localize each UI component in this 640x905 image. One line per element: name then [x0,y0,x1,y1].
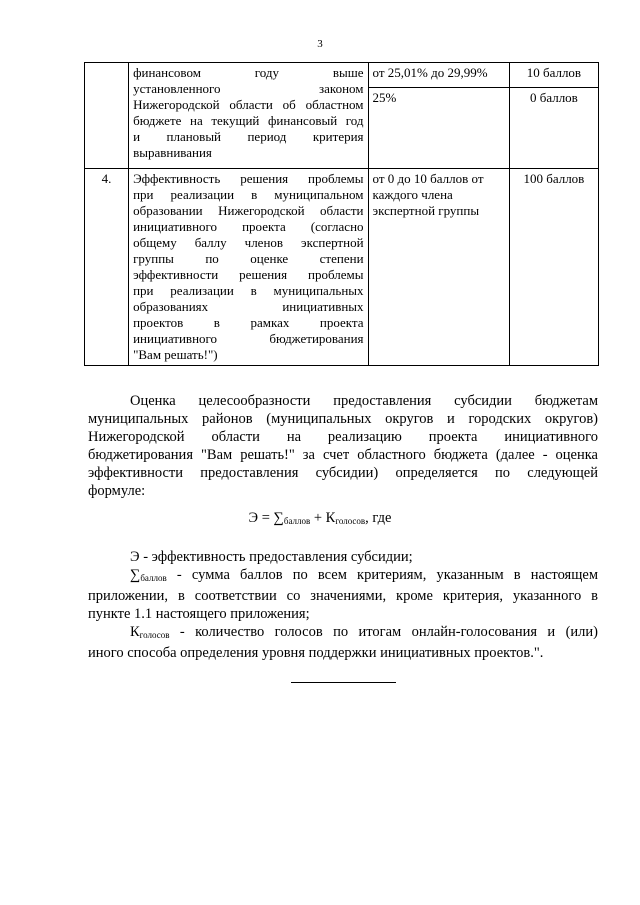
points-cell: 0 баллов [509,88,598,169]
formula-mid: + К [313,510,336,526]
definition-sum-line [88,566,598,587]
paragraph-line: Оценка целесообразности предоставления субсидии бюджетам [130,393,598,409]
criterion-line: инициативного проекта (согласно [133,219,364,234]
criterion-line: установленного законом [133,81,364,96]
definition-line: пункте 1.1 настоящего приложения; [88,606,310,622]
criterion-line: группы по оценке степени [133,251,364,266]
definition-votes-line [88,623,598,644]
definitions [88,548,598,662]
criteria-table [84,62,599,366]
criterion-line: бюджете на текущий финансовый год [133,113,364,128]
definition-votes-text: - количество голосов по итогам онлайн-голосования и (или) [169,624,598,640]
criterion-line: образовании Нижегородской области [133,203,364,218]
criterion-line: инициативного бюджетирования [133,331,364,346]
criterion-line: Эффективность решения проблемы [133,171,364,186]
paragraph-line: муниципальных районов (муниципальных округов и городских округов) [88,411,598,427]
formula-sub-points: баллов [283,516,311,526]
sum-symbol: ∑ [130,567,141,583]
value-line: от 0 до 10 баллов от [372,171,484,186]
criterion-line: образованиях инициативных [133,299,364,314]
criterion-line: финансовом году выше [133,65,364,80]
criterion-line: Нижегородской области об областном [133,97,364,112]
end-rule [291,682,396,683]
definition-line: приложении, в соответствии со значениями, кроме критерия, указанного в [88,588,598,604]
value-cell: 25% [368,88,509,169]
paragraph-assessment [88,392,598,500]
criterion-line: при реализации в муниципальном [133,187,364,202]
points-cell: 100 баллов [509,169,598,366]
definition-line: иного способа определения уровня поддержки инициативных проектов.". [88,645,544,661]
paragraph-line: формуле: [88,483,146,499]
row-number [85,63,129,169]
criterion-line: выравнивания [133,145,212,160]
paragraph-line: эффективности предоставления субсидии) определяется по следующей [88,465,598,481]
table-row [85,63,599,88]
definition-sum-text: - сумма баллов по всем критериям, указанным в настоящем [166,567,598,583]
table-row [85,169,599,366]
value-line: экспертной группы [372,203,480,218]
page-number: 3 [317,38,323,50]
formula-lhs: Э = ∑ [248,510,284,526]
criterion-line: при реализации в муниципальных [133,283,364,298]
value-cell: от 25,01% до 29,99% [368,63,509,88]
definition-efficiency: Э - эффективность предоставления субсидии; [130,549,413,565]
criterion-line: эффективности решения проблемы [133,267,364,282]
formula [0,510,640,527]
criterion-line: общему баллу членов экспертной [133,235,364,250]
paragraph-line: бюджетирования "Вам решать!" за счет областного бюджета (далее - оценка [88,447,598,463]
paragraph-line: Нижегородской области на реализацию проекта инициативного [88,429,598,445]
row-number: 4. [85,169,129,366]
votes-symbol: К [130,624,140,640]
value-line: каждого члена [372,187,453,202]
criterion-line: и плановый период критерия [133,129,364,144]
criterion-cell [129,169,368,366]
sum-subscript: баллов [140,573,167,583]
formula-sub-votes: голосов [335,516,366,526]
criterion-cell [129,63,368,169]
value-cell [368,169,509,366]
formula-end: , где [365,510,392,526]
points-cell: 10 баллов [509,63,598,88]
votes-subscript: голосов [139,630,170,640]
criterion-line: "Вам решать!") [133,347,218,362]
criterion-line: проектов в рамках проекта [133,315,364,330]
